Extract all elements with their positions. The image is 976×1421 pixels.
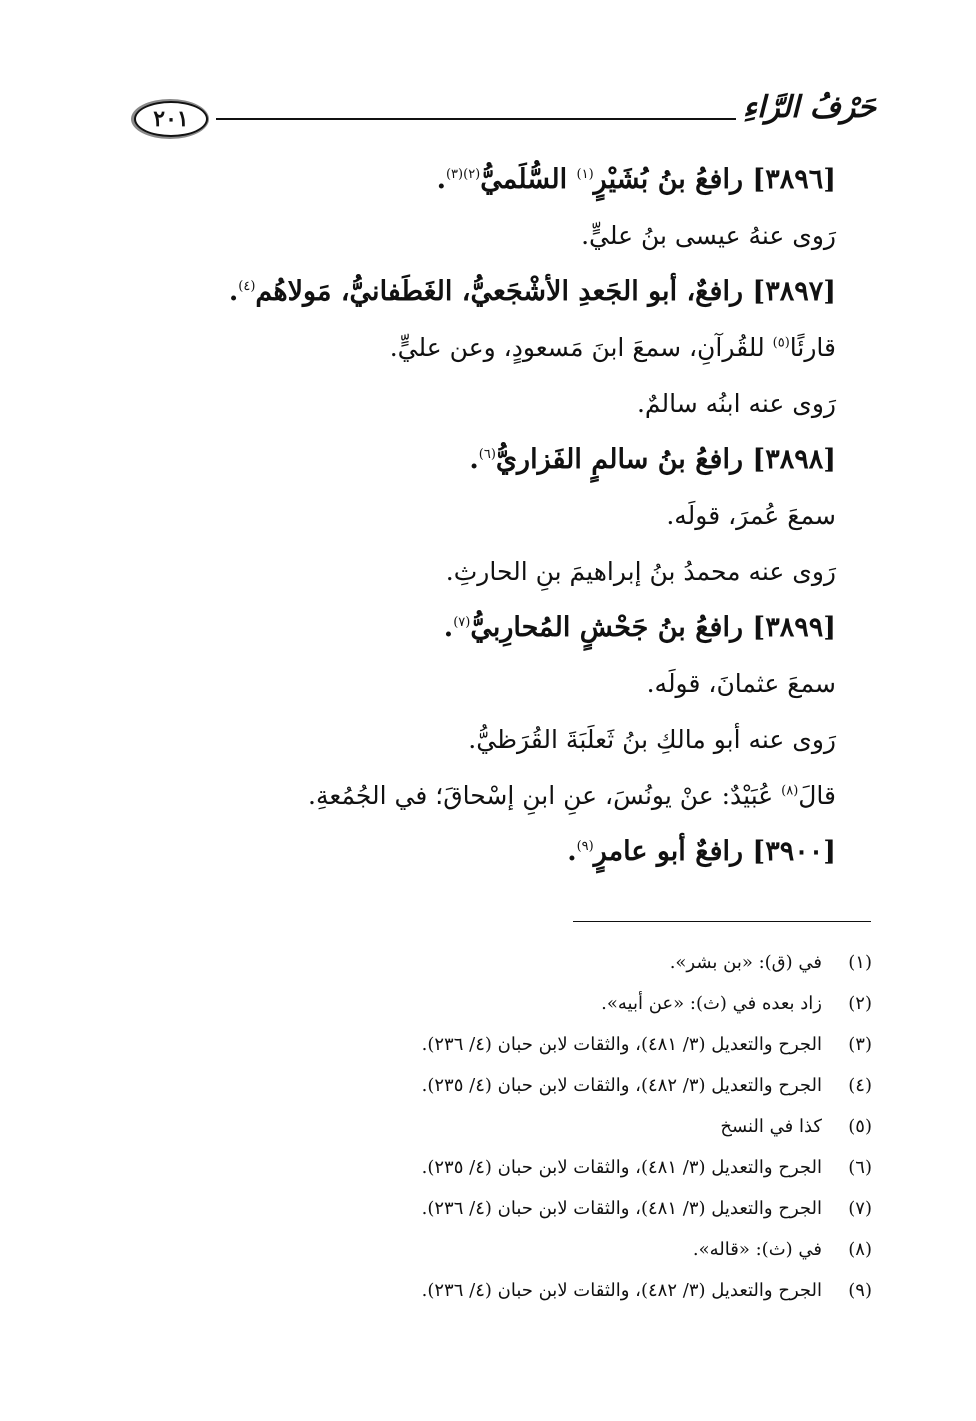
description-line: [140, 320, 836, 376]
description-line: [140, 656, 836, 712]
entry-end: .: [469, 444, 479, 475]
entry-name: رافعُ بنُ بُشَيْرٍ: [593, 164, 744, 195]
entry-number: [٣٨٩٦]: [752, 164, 836, 195]
footnote-number: (١): [848, 952, 872, 973]
footnote-number: (٣): [848, 1034, 872, 1055]
header-rule: [216, 118, 736, 120]
line-pre: قارئًا: [789, 333, 836, 362]
entry-3899: [140, 600, 836, 656]
entry-end: .: [228, 276, 239, 307]
line-text: رَوى عنهُ عيسى بنُ عليٍّ.: [581, 221, 836, 250]
narrator-line: [140, 712, 836, 768]
narrator-line: [140, 544, 836, 600]
line-text: سمعَ عُمرَ، قولَه.: [666, 501, 836, 530]
footnote-text: الجرح والتعديل (٣/ ٤٨٢)، والثقات لابن حبان (٤/ ٢٣٥).: [421, 1075, 822, 1096]
entry-name: رافعُ بنُ جَحْشٍ المُحارِبيُّ: [470, 612, 744, 643]
footnote-number: (٨): [848, 1239, 872, 1260]
page-header: [0, 0, 976, 150]
description-line: [140, 768, 836, 824]
entry-name: رافعٌ أبو عامرٍ: [593, 836, 744, 867]
footnote-text: كذا في النسخ: [720, 1116, 822, 1137]
footnote-text: الجرح والتعديل (٣/ ٤٨١)، والثقات لابن حبان (٤/ ٢٣٦).: [421, 1198, 822, 1219]
narrator-line: [140, 208, 836, 264]
entry-3898: [140, 432, 836, 488]
footnote-ref[interactable]: (١): [576, 167, 594, 182]
footnote-text: الجرح والتعديل (٣/ ٤٨١)، والثقات لابن حبان (٤/ ٢٣٦).: [421, 1034, 822, 1055]
footnote-text: في (ق): «بن بشر».: [669, 952, 822, 973]
footnote-ref[interactable]: (٨): [781, 783, 799, 799]
description-line: [140, 488, 836, 544]
page-number: ٢٠١: [134, 101, 208, 137]
entry-name: رافعٌ، أبو الجَعدِ الأشْجَعيُّ، الغَطَفانيُّ، مَولاهُم: [255, 276, 744, 307]
footnote-item: [140, 1188, 872, 1229]
footnote-item: [140, 1065, 872, 1106]
main-text: [140, 152, 836, 880]
entry-name: رافعُ بنُ سالمٍ الفَزاريُّ: [495, 444, 744, 475]
footnote-text: الجرح والتعديل (٣/ ٤٨٢)، والثقات لابن حبان (٤/ ٢٣٦).: [421, 1280, 822, 1301]
line-text: للقُرآنِ، سمعَ ابنَ مَسعودٍ، وعن عليٍّ.: [389, 333, 765, 362]
entry-3896: [140, 152, 836, 208]
entry-nisba: السُّلَميُّ: [480, 164, 568, 195]
footnote-item: [140, 1024, 872, 1065]
running-title: حَرْفُ الرَّاءِ: [742, 90, 876, 125]
entry-end: .: [567, 836, 577, 867]
footnote-number: (٧): [848, 1198, 872, 1219]
entry-number: [٣٨٩٧]: [752, 276, 836, 307]
footnotes: [140, 942, 872, 1311]
footnote-text: الجرح والتعديل (٣/ ٤٨١)، والثقات لابن حبان (٤/ ٢٣٥).: [421, 1157, 822, 1178]
footnote-item: [140, 1147, 872, 1188]
line-text: سمعَ عثمانَ، قولَه.: [646, 669, 836, 698]
entry-number: [٣٨٩٩]: [752, 612, 836, 643]
footnote-ref[interactable]: (٢)(٣): [445, 167, 481, 182]
footnote-item: [140, 1270, 872, 1311]
entry-number: [٣٩٠٠]: [752, 836, 836, 867]
footnote-ref[interactable]: (٦): [478, 447, 496, 462]
entry-number: [٣٨٩٨]: [752, 444, 836, 475]
line-text: رَوى عنه محمدُ بنُ إبراهيمَ بنِ الحارثِ.: [445, 557, 836, 586]
footnote-number: (٥): [848, 1116, 872, 1137]
footnote-separator: [573, 921, 871, 922]
footnote-number: (٩): [848, 1280, 872, 1301]
footnote-item: [140, 1106, 872, 1147]
footnote-ref[interactable]: (٧): [453, 615, 471, 630]
footnote-text: زاد بعده في (ث): «عن أبيه».: [601, 993, 822, 1014]
footnote-item: [140, 983, 872, 1024]
footnote-item: [140, 942, 872, 983]
footnote-number: (٢): [848, 993, 872, 1014]
entry-end: .: [443, 612, 454, 643]
footnote-text: في (ث): «قاله».: [692, 1239, 822, 1260]
narrator-line: [140, 376, 836, 432]
line-text: رَوى عنه أبو مالكِ بنُ ثَعلَبَةَ القُرَظيُّ.: [468, 725, 836, 754]
line-pre: قالَ: [798, 781, 836, 810]
footnote-number: (٤): [848, 1075, 872, 1096]
footnote-ref[interactable]: (٤): [238, 279, 256, 294]
line-text: رَوى عنه ابنُه سالمٌ.: [636, 389, 836, 418]
footnote-item: [140, 1229, 872, 1270]
line-text: عُبَيْدٌ: عنْ يونُسَ، عنِ ابنِ إسْحاقَ؛ في الجُمُعةِ.: [308, 781, 774, 810]
entry-3897: [140, 264, 836, 320]
footnote-ref[interactable]: (٥): [772, 335, 790, 351]
entry-3900: [140, 824, 836, 880]
entry-end: .: [436, 164, 446, 195]
footnote-ref[interactable]: (٩): [576, 839, 594, 854]
footnote-number: (٦): [848, 1157, 872, 1178]
